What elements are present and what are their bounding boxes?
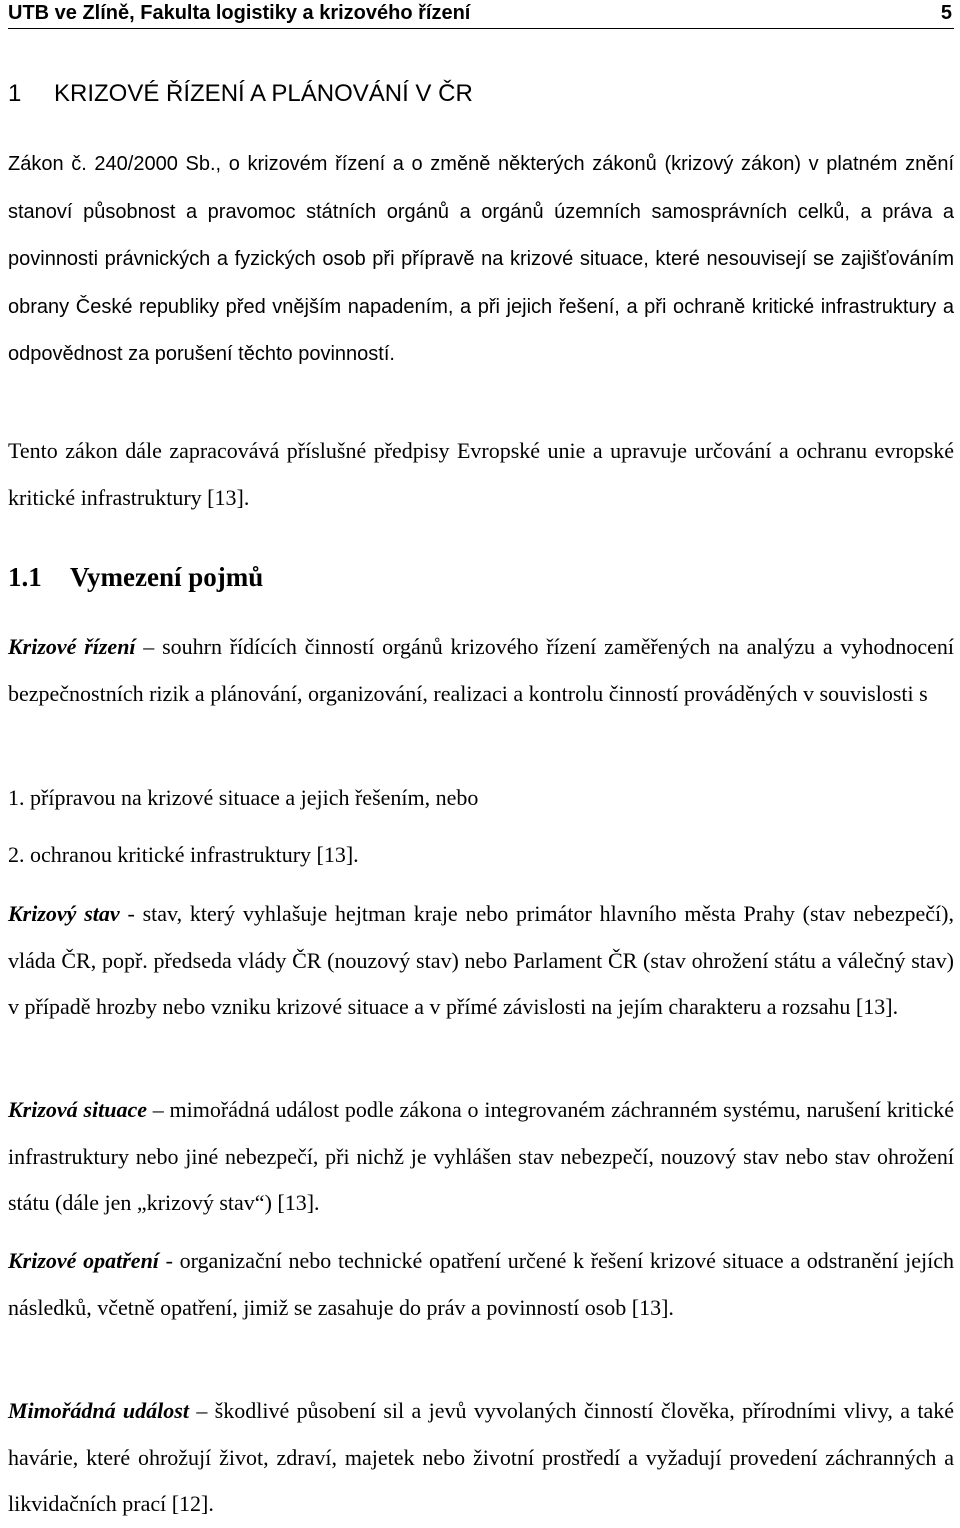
intro-paragraph-2-text: Tento zákon dále zapracovává příslušné předpisy Evropské unie a upravuje určování a ochranu evropské kritické infrastruktury [13]. <box>8 438 954 510</box>
definition-term: Krizová situace <box>8 1097 147 1122</box>
definition-term: Krizové opatření <box>8 1248 159 1273</box>
chapter-heading <box>8 80 473 108</box>
definition-krizovy-stav <box>8 891 954 1031</box>
intro-paragraph-1-text: , o krizovém řízení a o změně některých zákonů (krizový zákon) v platném znění stanoví působnost a pravomoc státních orgánů a orgánů územních samosprávních celků, a práva a povinnosti právnických a fyzických osob při přípravě na krizové situace, které nesouvisejí se zajišťováním obrany České republiky před vnějším napadením, a při jejich řešení, a při ochraně kritické infrastruktury a odpovědnost za porušení těchto povinností. <box>8 153 954 365</box>
definition-term: Mimořádná událost <box>8 1398 189 1423</box>
page-number: 5 <box>940 2 952 24</box>
list-item <box>8 775 954 822</box>
running-header <box>8 2 954 29</box>
chapter-title: KRIZOVÉ ŘÍZENÍ A PLÁNOVÁNÍ V ČR <box>54 80 473 107</box>
definition-text: – souhrn řídících činností orgánů krizového řízení zaměřených na analýzu a vyhodnocení bezpečnostních rizik a plánování, organizování, realizaci a kontrolu činností prováděných v souvislosti s <box>8 634 954 706</box>
definition-text: - stav, který vyhlašuje hejtman kraje nebo primátor hlavního města Prahy (stav nebezpečí), vláda ČR, popř. předseda vlády ČR (nouzový stav) nebo Parlament ČR (stav ohrožení státu a válečný stav) v případě hrozby nebo vzniku krizové situace a v přímé závislosti na jejím charakteru a rozsahu [13]. <box>8 901 954 1019</box>
section-title: Vymezení pojmů <box>70 562 264 592</box>
law-reference: Zákon č. 240/2000 Sb. <box>8 153 216 175</box>
definition-term: Krizové řízení <box>8 634 136 659</box>
chapter-number: 1 <box>8 80 22 107</box>
header-title: UTB ve Zlíně, Fakulta logistiky a krizového řízení <box>8 2 471 24</box>
definition-mimoradna-udalost <box>8 1388 954 1528</box>
definition-term: Krizový stav <box>8 901 120 926</box>
intro-paragraph-2 <box>8 428 954 521</box>
list-item-text: 1. přípravou na krizové situace a jejich řešením, nebo <box>8 785 479 810</box>
definition-text: – škodlivé působení sil a jevů vyvolaných činností člověka, přírodními vlivy, a také havárie, které ohrožují život, zdraví, majetek nebo životní prostředí a vyžadují provedení záchranných a likvidačních prací [12]. <box>8 1398 954 1516</box>
section-number: 1.1 <box>8 562 42 592</box>
definition-krizove-opatreni <box>8 1238 954 1331</box>
section-heading <box>8 562 263 593</box>
definition-krizove-rizeni <box>8 624 954 717</box>
definition-text: – mimořádná událost podle zákona o integrovaném záchranném systému, narušení kritické infrastruktury nebo jiné nebezpečí, při nichž je vyhlášen stav nebezpečí, nouzový stav nebo stav ohrožení státu (dále jen „krizový stav“) [13]. <box>8 1097 954 1215</box>
list-item-text: 2. ochranou kritické infrastruktury [13]. <box>8 842 359 867</box>
list-item <box>8 832 954 879</box>
intro-paragraph-1 <box>8 140 954 378</box>
definition-text: - organizační nebo technické opatření určené k řešení krizové situace a odstranění jejích následků, včetně opatření, jimiž se zasahuje do práv a povinností osob [13]. <box>8 1248 954 1320</box>
definition-krizova-situace <box>8 1087 954 1227</box>
